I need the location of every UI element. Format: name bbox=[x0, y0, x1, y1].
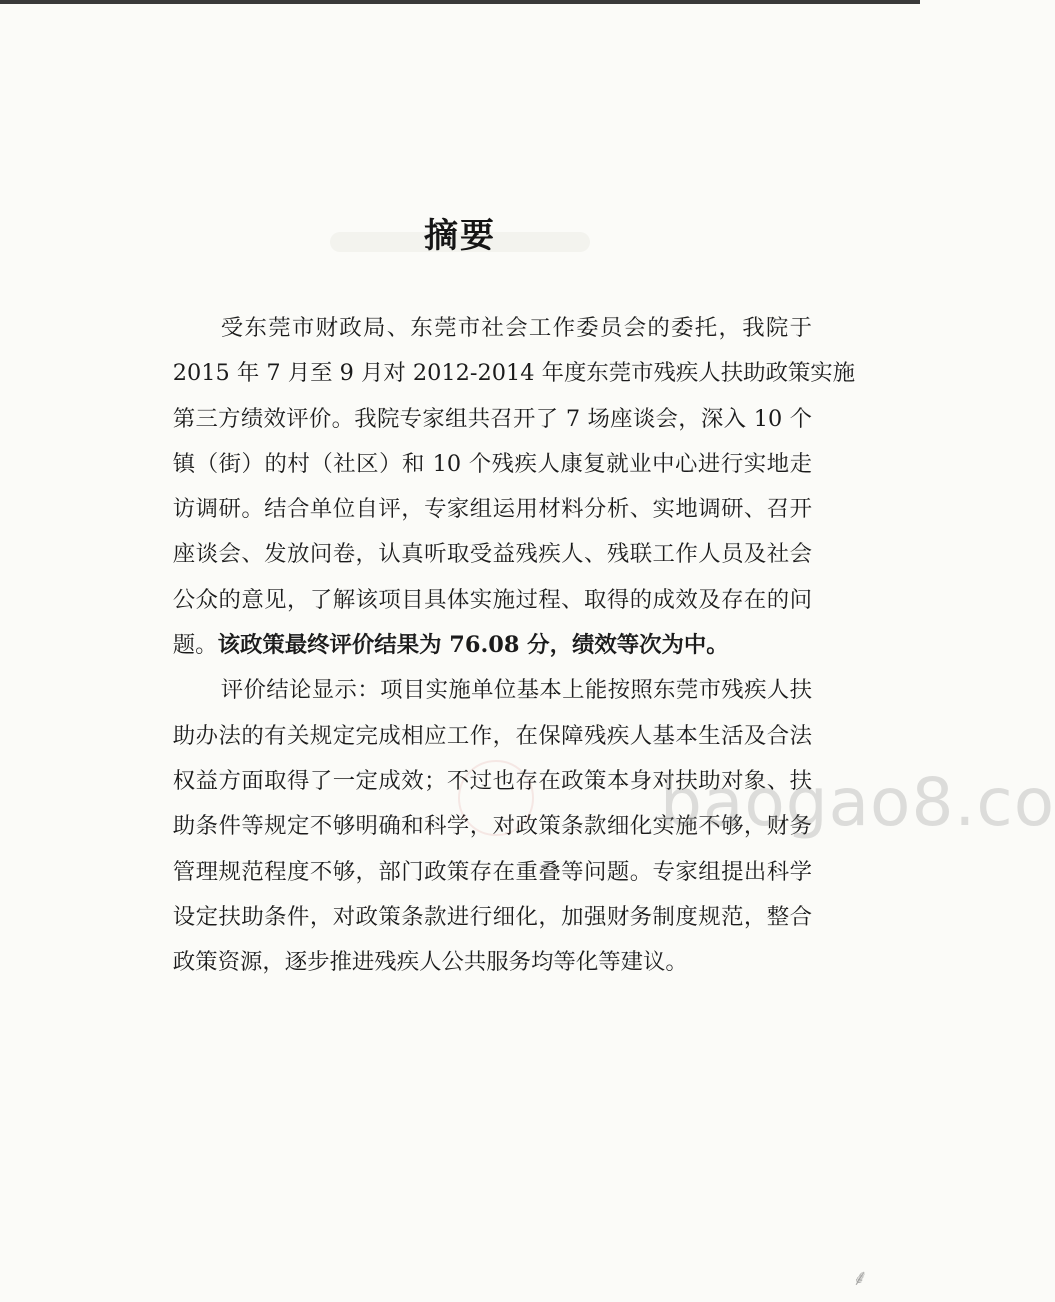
evaluation-result: 该政策最终评价结果为 76.08 分，绩效等次为中。 bbox=[217, 632, 729, 659]
watermark: baogao8.co bbox=[660, 764, 1055, 841]
text-line-final bbox=[128, 623, 812, 668]
text-line: 政策资源，逐步推进残疾人公共服务均等化等建议。 bbox=[172, 949, 688, 976]
text-line: 评价结论显示：项目实施单位基本上能按照东莞市残疾人扶 bbox=[220, 677, 812, 704]
text-line: 镇（街）的村（社区）和 10 个残疾人康复就业中心进行实地走 bbox=[172, 450, 812, 477]
abstract-body bbox=[128, 306, 856, 985]
text-fragment: 题。 bbox=[172, 632, 218, 659]
text-line: 访调研。结合单位自评，专家组运用材料分析、实地调研、召开 bbox=[172, 496, 812, 523]
faint-stamp bbox=[458, 760, 534, 836]
scan-top-edge bbox=[0, 0, 920, 4]
text-line: 助条件等规定不够明确和科学，对政策条款细化实施不够，财务 bbox=[172, 813, 812, 840]
text-line: 受东莞市财政局、东莞市社会工作委员会的委托，我院于 bbox=[220, 315, 812, 341]
text-line: 权益方面取得了一定成效；不过也存在政策本身对扶助对象、扶 bbox=[172, 767, 812, 794]
text-line: 助办法的有关规定完成相应工作，在保障残疾人基本生活及合法 bbox=[172, 722, 812, 749]
paragraph-1 bbox=[128, 306, 856, 668]
text-line: 设定扶助条件，对政策条款进行细化，加强财务制度规范，整合 bbox=[172, 903, 812, 930]
corner-mark-icon: ⸙ bbox=[852, 1266, 869, 1291]
text-line: 2015 年 7 月至 9 月对 2012-2014 年度东莞市残疾人扶助政策实施 bbox=[172, 360, 856, 387]
text-line: 第三方绩效评价。我院专家组共召开了 7 场座谈会，深入 10 个 bbox=[172, 405, 812, 432]
text-line: 管理规范程度不够，部门政策存在重叠等问题。专家组提出科学 bbox=[172, 858, 812, 885]
text-line: 公众的意见，了解该项目具体实施过程、取得的成效及存在的问 bbox=[172, 586, 812, 613]
page-title: 摘要 bbox=[424, 216, 496, 256]
text-line: 座谈会、发放问卷，认真听取受益残疾人、残联工作人员及社会 bbox=[172, 541, 812, 568]
